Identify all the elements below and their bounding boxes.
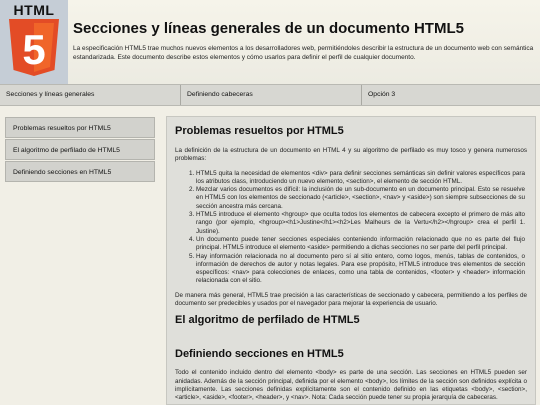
list-item: 5. Hay información relacionada no al documento pero sí al sitio entero, como logos, menús, tablas de contenidos, o información de derechos de autor y notas legales. Para ese propósito, HTML5 introduce tres elementos de sección específicos: <nav> para colecciones de enlaces, como una tabla de contenidos, <footer> y <header> información relacionada con el sitio. <box>196 253 527 286</box>
html5-shield-icon <box>9 19 59 77</box>
problems-list <box>175 170 527 286</box>
sidebar-item-problemas[interactable]: Problemas resueltos por HTML5 <box>5 117 155 138</box>
nav-item-opcion-3[interactable]: Opción 3 <box>361 85 540 105</box>
section-heading-problemas: Problemas resueltos por HTML5 <box>175 125 344 137</box>
sidebar-item-algoritmo[interactable]: El algoritmo de perfilado de HTML5 <box>5 139 155 160</box>
sidebar-item-definiendo[interactable]: Definiendo secciones en HTML5 <box>5 161 155 182</box>
nav-item-cabeceras[interactable]: Definiendo cabeceras <box>180 85 361 105</box>
list-item: 3. HTML5 introduce el elemento <hgroup> que oculta todos los elementos de cabecera excepto el primero de más alto rango (por ejemplo, <hgroup><h1>Justine</h1><h2>Les Malheurs de la Vertu</h2></hgroup> crea el perfil 1. Justine). <box>196 211 527 236</box>
section-text-definiendo: Todo el contenido incluido dentro del elemento <body> es parte de una sección. Las secciones en HTML5 pueden ser anidadas. Además de la sección principal, definida por el elemento <body>, los límites de la sección son definidos explícita o implícitamente. Las secciones definidas explícitamente son el contenido definido en las etiquetas <body>, <section>, <article>, <aside>, <footer>, <header>, y <nav>. Nota: Cada sección puede tener su propia jerarquía de cabeceras. <box>175 369 527 402</box>
list-item: 4. Un documento puede tener secciones especiales conteniendo información relacionado que no es parte del flujo principal. HTML5 introduce el elemento <aside> permitiendo a dichas secciones no ser parte del perfil principal. <box>196 236 527 253</box>
html5-logo <box>0 0 68 84</box>
nav-item-secciones[interactable]: Secciones y líneas generales <box>6 91 95 98</box>
logo-word: HTML <box>13 2 55 18</box>
list-item: 2. Mezclar varios documentos es difícil: la inclusión de un sub-documento en un documento principal. Esto se resuelve en HTML5 con los elementos de seccionado (<article>, <section>, <nav> y <aside>) son siempre subsecciones de su sección ancestra más cercana. <box>196 186 527 211</box>
section-outro: De manera más general, HTML5 trae precisión a las características de seccionado y cabecera, permitiendo a los perfiles de documento ser predecibles y usados por el navegador para mejorar la experiencia de usuario. <box>175 291 527 308</box>
page-header <box>0 0 540 84</box>
list-item: 1. HTML5 quita la necesidad de elementos <div> para definir secciones semánticas sin definir valores específicos para los atributos class, introduciendo un nuevo elemento, <section>, el elemento de sección HTML. <box>196 170 527 187</box>
section-intro: La definición de la estructura de un documento en HTML 4 y su algoritmo de perfilado es muy tosco y genera numerosos problemas: <box>175 147 527 163</box>
main-content <box>166 116 536 405</box>
top-navigation <box>0 84 540 106</box>
logo-number: 5 <box>22 26 46 73</box>
page-description: La especificación HTML5 trae muchos nuevos elementos a los desarrolladores web, permitiéndoles describir la estructura de un documento web con semántica estandarizada. Este documento describe estos elementos y cómo usarlos para definir el perfil de cualquier documento. <box>73 45 534 61</box>
page-title: Secciones y líneas generales de un documento HTML5 <box>73 20 464 37</box>
section-heading-algoritmo: El algoritmo de perfilado de HTML5 <box>175 314 360 327</box>
section-heading-definiendo: Definiendo secciones en HTML5 <box>175 348 344 361</box>
